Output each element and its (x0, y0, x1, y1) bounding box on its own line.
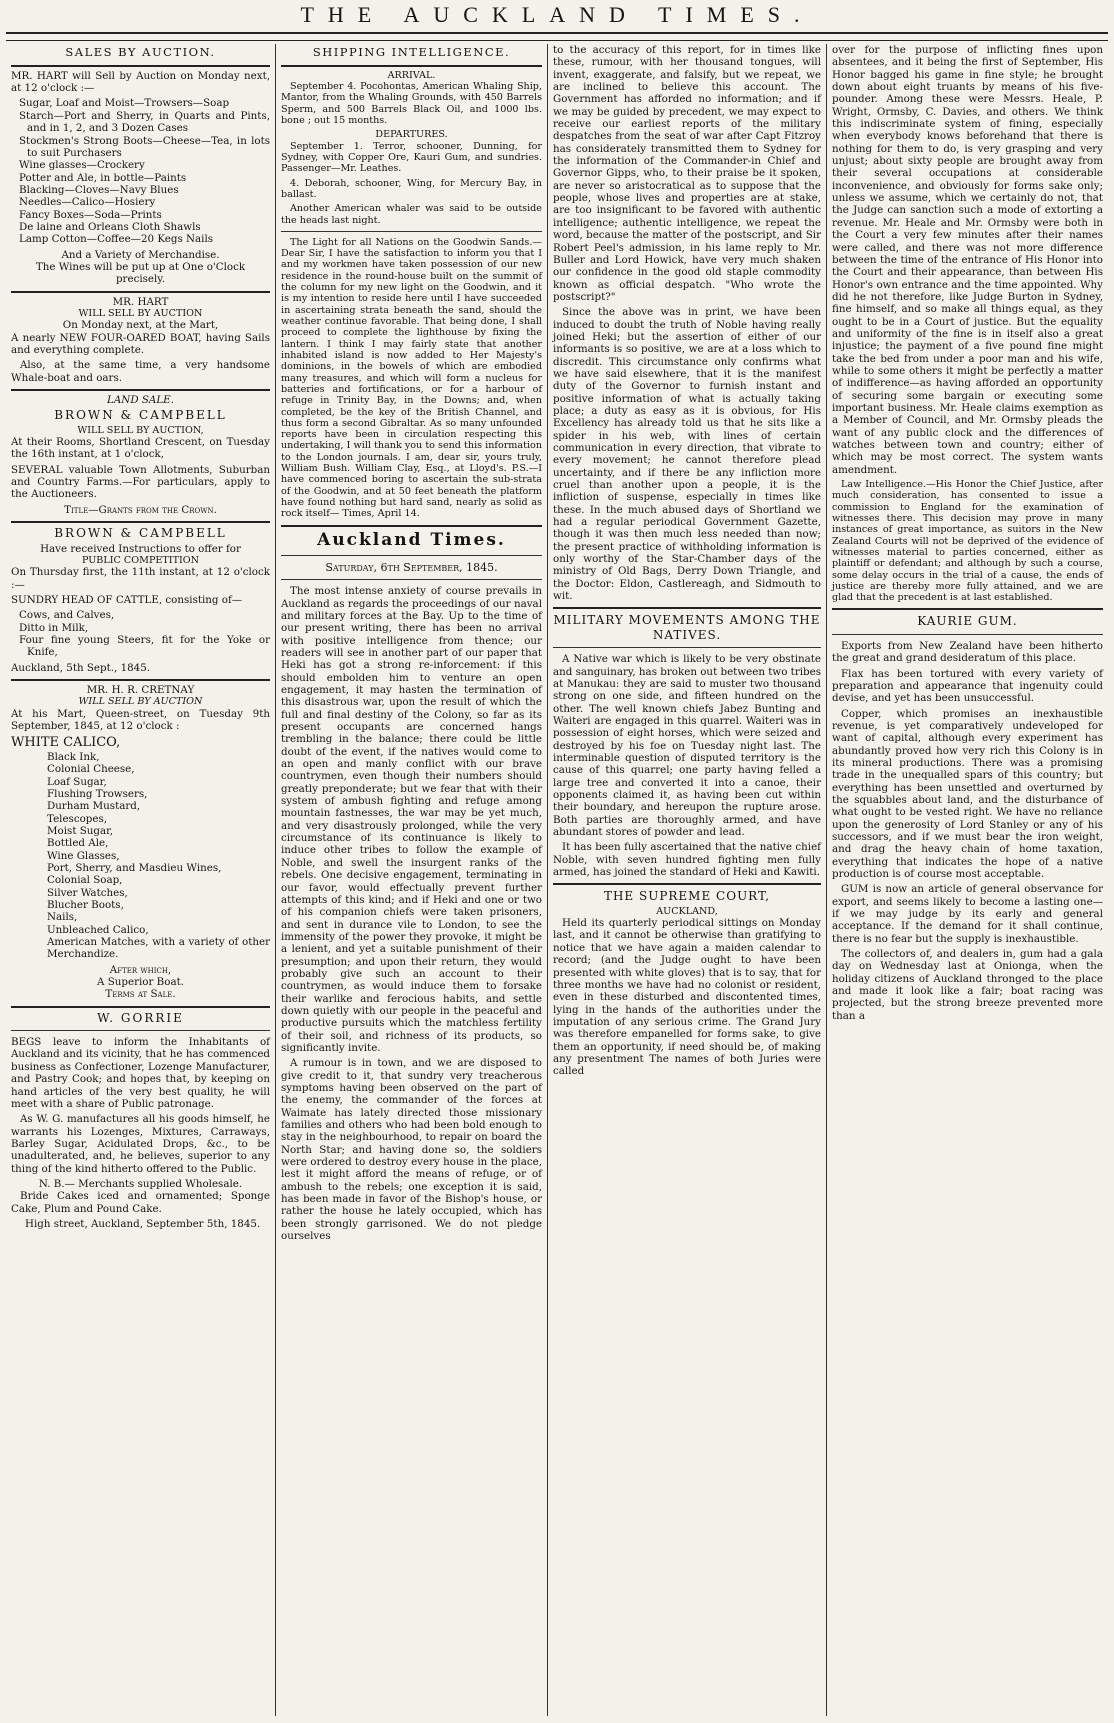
cattle-item-list (11, 609, 270, 658)
cretnay-after: After which, (109, 963, 172, 976)
advert-gorrie (11, 1011, 270, 1231)
editorial-dateline: Saturday, 6th September, 1845. (325, 561, 498, 575)
list-item: Sugar, Loaf and Moist—Trowsers—Soap (19, 97, 230, 110)
rumour-paragraph: A rumour is in town, and we are disposed to give credit to it, that sundry very treacherous symptoms having been observed on the part of the enemy, the commander of the forces at Waimate has lately directed those missionary families and others who had been bold enough to stay in the neighbourhood, to repair on board the North Star; and having done so, the soldiers were ordered to destroy every house in the place, lest it might afford the means of refuge, or of ambush to the rebels; one exception it is said, has been made in favor of the Bishop's house, or rather the house he lately occupied, which has been strongly garrisoned. We do not pledge ourselves (281, 1057, 542, 1243)
cattle-date: Auckland, 5th Sept., 1845. (11, 661, 151, 674)
divider (281, 65, 542, 67)
advert-cretnay (11, 684, 270, 1001)
divider (281, 579, 542, 580)
advert-hart-2 (11, 296, 270, 384)
column-3 (548, 44, 827, 1716)
list-item: Ditto in Milk, (19, 621, 89, 634)
land-where: At their Rooms, Shortland Crescent, on Tuesday the 16th instant, at 1 o'clock, (11, 436, 270, 461)
section-heading-shipping: SHIPPING INTELLIGENCE. (312, 45, 511, 59)
hart1-item-list (11, 97, 270, 245)
divider (553, 883, 821, 885)
list-item: Fancy Boxes—Soda—Prints (19, 208, 162, 221)
kaurie-paragraph: Copper, which promises an inexhaustible revenue, is yet comparatively undeveloped for want of capital, although every experiment has abundantly proved how very rich this Colony is in its mineral productions. There was a promising trade in the unequalled spars of this country; but everything has been unsettled and overturned by the squabbles about land, and the disturbance of what ought to be vested right. We have no reliance upon the generosity of Lord Stanley or any of his successors, and if we must bear the iron weight, and drag the heavy chain of home taxation, everything that indicates the hope of a native production is of course most acceptable. (832, 707, 1103, 881)
list-item: De laine and Orleans Cloth Shawls (19, 220, 201, 233)
hart2-name: MR. HART (112, 295, 169, 308)
cattle-line1: Have received Instructions to offer for (40, 542, 241, 555)
list-item: Telescopes, (47, 812, 108, 825)
hart1-lead: MR. HART will Sell by Auction on Monday next, at 12 o'clock :— (11, 69, 270, 95)
noble-paragraph: It has been fully ascertained that the native chief Noble, with seven hundred fighting men fully armed, has joined the standard of Heki and Kawiti. (553, 841, 821, 879)
gorrie-address: High street, Auckland, September 5th, 1845. (25, 1217, 261, 1230)
list-item: Wine glasses—Crockery (19, 159, 145, 172)
divider (832, 634, 1103, 635)
arrival-heading: ARRIVAL. (387, 69, 436, 81)
military-heading: MILITARY MOVEMENTS AMONG THE NATIVES. (553, 613, 821, 642)
list-item: Colonial Soap, (47, 874, 123, 887)
list-item: Port, Sherry, and Masdieu Wines, (47, 861, 222, 874)
newspaper-title: THE AUCKLAND TIMES. (300, 2, 814, 27)
list-item: American Matches, with a variety of other Merchandize. (47, 936, 270, 961)
list-item: Loaf Sugar, (47, 775, 107, 788)
law-intelligence: Law Intelligence.—His Honor the Chief Justice, after much consideration, has consented to issue a commission to England for the examination of witnesses there. This decision may prove in many instances of great importance, as suitors in the New Zealand Courts will not be deprived of the evidence of witnesses material to parties concerned, either as plaintiff or defendant; and although by such a course, some delay occurs in the trial of a cause, the ends of justice are thereby more fully attained, and we are glad that the precedent is at last established. (832, 479, 1103, 604)
cattle-when: On Thursday first, the 11th instant, at 12 o'clock :— (11, 566, 270, 591)
advert-hart-1 (11, 70, 270, 286)
gorrie-p2: As W. G. manufactures all his goods himself, he warrants his Lozenges, Mixtures, Carraways, Barley Sugar, Acidulated Drops, &c., to be unadulterated, and, he believes, superior to any thing of the kind hitherto offered to the Public. (11, 1113, 270, 1175)
court-paragraph: Held its quarterly periodical sittings on Monday last, and it cannot be otherwise than gratifying to notice that we have again a maiden calendar to record; (and the Judge ought to have been presented with white gloves) that is to say, that for three months we have had no colonist or resident, even in these disturbed and discontented times, lying in the hands of the authorities under the imputation of any serious crime. The Grand Jury was therefore empanelled for forms sake, to give them an opportunity, if need should be, of making any presentment The names of both Juries were called (553, 917, 821, 1078)
military-paragraph: A Native war which is likely to be very obstinate and sanguinary, has broken out between two tribes at Manukau: they are said to muster two thousand strong on one side, and fifteen hundred on the other. The well known chiefs Jabez Bunting and Waiteri are engaged in this quarrel. Waiteri was in possession of eight horses, which were seized and destroyed by his foe on Tuesday night last. The interminable question of disputed territory is the cause of this quarrel; one party having felled a large tree and converted it into a canoe, their opponents claimed it, as having been cut within their boundary, and hereupon the rupture arose. Both parties are thoroughly armed, and have abundant stores of powder and lead. (553, 653, 821, 839)
list-item: Cows, and Calves, (19, 609, 115, 622)
divider (11, 389, 270, 391)
list-item: Blucher Boots, (47, 898, 124, 911)
whaler-note: Another American whaler was said to be outside the heads last night. (281, 203, 542, 226)
list-item: Durham Mustard, (47, 800, 141, 813)
newspaper-page (6, 44, 1108, 1716)
column-2 (276, 44, 548, 1716)
editorial-nameplate: Auckland Times. (317, 529, 506, 550)
divider (11, 521, 270, 523)
divider (11, 679, 270, 681)
kaurie-heading: KAURIE GUM. (917, 614, 1018, 629)
section-heading-auction: SALES BY AUCTION. (65, 45, 216, 59)
gorrie-nb: N. B.— Merchants supplied Wholesale. (38, 1177, 243, 1190)
list-item: Colonial Cheese, (47, 763, 135, 776)
editorial-paragraph: The most intense anxiety of course prevails in Auckland as regards the proceedings of our naval and military forces at the Bay. Up to the time of our present writing, there has been no arrival with positive intelligence from thence; our readers will see in another part of our paper that Heki has got a strong re-inforcement: if this should embolden him to venture an open engagement, it may hasten the termination of this disastrous war, upon the result of which the full and final destiny of the Colony, so far as its present occupants are concerned hangs trembling in the balance; there could be little doubt of the event, if the natives would come to an open and manly conflict with our brave countrymen, even though their numbers should greatly preponderate; but we fear that with their system of ambush fighting and refuge among mountain fastnesses, the war may be yet much, and very disastrously prolonged, while the very circumstance of its continuance is likely to induce other tribes to follow the example of Noble, and swell the insurgent ranks of the rebels. One decisive engagement, terminating in our favor, would effectually prevent further attempts of this kind; and if Heki and one or two of his companion chiefs were taken prisoners, and sent in durance vile to London, to see the immensity of the power they provoke, it might be a lenient, and yet a suitable punishment of their presumption; and upon their return, they would probably give such an account to their countrymen, as would induce them to forsake their warlike and ferocious habits, and settle down quietly with our people in the peaceful and productive pursuits which the matchless fertility of their soil, and richness of its products, so significantly invite. (281, 585, 542, 1054)
list-item: Bottled Ale, (47, 837, 109, 850)
cretnay-terms: Terms at Sale. (105, 988, 176, 1001)
divider (281, 555, 542, 556)
cattle-line2: PUBLIC COMPETITION (81, 554, 200, 566)
hart2-line1: WILL SELL BY AUCTION (78, 307, 203, 319)
list-item: Silver Watches, (47, 886, 128, 899)
goodwin-article: The Light for all Nations on the Goodwin Sands.—Dear Sir, I have the satisfaction to inform you that I and my workmen have taken possession of our new residence in the round-house built on the summit of the column for my new light on the Goodwin, and it is my intention to reside here until I have succeeded in ascertaining strata beneath the sand, should the weather continue favorable. That being done, I shall proceed to complete the lighthouse by fixing the lantern. I think I may fairly state that another inhabited island is now added to Her Majesty's dominions, in the bowels of which are embodied many treasures, and which will form a nucleus for batteries and fortifications, or for a harbour of refuge in Trinity Bay, in the Downs; and, when completed, be the key of the British Channel, and thus form a second Gibraltar. As so many unfounded reports have been in circulation respecting this undertaking, I will thank you to send this information to the London journals. I am, dear sir, yours truly, William Bush. William Clay, Esq., at Lloyd's. P.S.—I have commenced boring to ascertain the sub-strata of the Goodwin, and at 50 feet beneath the platform have found nothing but hard sand, nearly as solid as rock itself— Times, April 14. (281, 236, 542, 520)
list-item: Moist Sugar, (47, 824, 114, 837)
departure-entry: 4. Deborah, schooner, Wing, for Mercury Bay, in ballast. (281, 177, 542, 200)
masthead-rule (6, 32, 1108, 41)
divider (11, 1006, 270, 1008)
divider (281, 525, 542, 527)
list-item: Flushing Trowsers, (47, 787, 148, 800)
list-item: Black Ink, (47, 750, 100, 763)
divider (832, 608, 1103, 610)
cretnay-lead: WHITE CALICO, (11, 735, 121, 751)
land-title: LAND SALE. (107, 394, 174, 407)
list-item: Starch—Port and Sherry, in Quarts and Pints, and in 1, 2, and 3 Dozen Cases (19, 109, 270, 135)
hart2-body: A nearly NEW FOUR-OARED BOAT, having Sails and everything complete. (11, 331, 270, 356)
list-item: Lamp Cotton—Coffee—20 Kegs Nails (19, 233, 214, 246)
cattle-lead: SUNDRY HEAD OF CATTLE, consisting of— (11, 593, 243, 606)
land-title2: Title—Grants from the Crown. (64, 503, 217, 516)
arrival-entry: September 4. Pocohontas, American Whaling Ship, Mantor, from the Whaling Grounds, with 450 Barrels Sperm, and 500 Barrels Black Oil, and 1000 lbs. bone ; out 15 months. (281, 81, 542, 127)
advert-land-sale (11, 394, 270, 516)
divider (281, 231, 542, 232)
land-body: SEVERAL valuable Town Allotments, Suburban and Country Farms.—For particulars, apply to the Auctioneers. (11, 463, 270, 501)
list-item: Stockmen's Strong Boots—Cheese—Tea, in lots to suit Purchasers (19, 134, 270, 159)
court-continuation: over for the purpose of inflicting fines upon absentees, and it being the first of September, His Honor bagged his game in fine style; he brought down about eight truants by means of his five-pounder. Among these were Messrs. Heale, P. Wright, Ormsby, C. Davies, and others. We think this indiscriminate system of fining, especially when everybody knows beforehand that there is nothing for them to do, is very grasping and very unjust; about sixty people are brought away from their several occupations at considerable inconvenience, and obviously for forms sake only; unless we assume, which we certainly do not, that the Judge can sanction such a mode of extorting a revenue. Mr. Heale and Mr. Ormsby were both in the Court a very few minutes after their names were called, and there was not more difference between the time of the entrance of His Honor into the Court and their appearance, than between His Honor's own entrance and the time appointed. Why did he not therefore, like Judge Burton in Sydney, fine himself, and so make all things equal, as they ought to be in a Court of justice. But the equality and uniformity of the fine is in itself also a great injustice; the payment of a five pound fine might take the bed from under a poor man and his wife, while to some others it might be perfectly a matter of indifference—as having afforded an opportunity of securing some bargain or executing some important business. Mr. Heale claims exemption as a Member of Council, and Mr. Ormsby pleads the want of any public clock and the differences of watches between town and country; either of which may be most correct. The system wants amendment. (832, 44, 1103, 476)
cretnay-where: At his Mart, Queen-street, on Tuesday 9th September, 1845, at 12 o'clock : (11, 707, 270, 732)
list-item: Wine Glasses, (47, 849, 120, 862)
editorial-continuation: to the accuracy of this report, for in times like these, rumour, with her thousand tongues, will invent, exaggerate, and falsify, but we repeat, we are inclined to believe this account. The Government has afforded no information; and if we may be guided by precedent, we may expect to receive our earliest reports of the military despatches from the seat of war after Capt Fitzroy has considerately transmitted them to Sydney for the information of the Commander-in Chief and Governor Gipps, who, to their praise be it spoken, are never so aristocratical as to suppose that the people, whose lives and properties are at stake, are too insignificant to be favored with authentic intelligence; authentic intelligence, we repeat the word, because the matter of the postscript, and Sir Robert Peel's admission, in his lame reply to Mr. Buller and Lord Howick, have very much shaken our confidence in the good old staple commodity known as official despatch. "Who wrote the postscript?" (553, 44, 821, 303)
cretnay-name: MR. H. R. CRETNAY (86, 683, 195, 696)
hart2-line2: On Monday next, at the Mart, (62, 319, 219, 332)
kaurie-paragraph: The collectors of, and dealers in, gum had a gala day on Wednesday last at Onionga, when the holiday citizens of Auckland thronged to the place and made it look like a fair; boat racing was projected, but the strong breeze prevented more than a (832, 948, 1103, 1022)
cattle-firm: BROWN & CAMPBELL (54, 526, 227, 541)
column-1 (6, 44, 276, 1716)
kaurie-paragraph: GUM is now an article of general observance for export, and seems likely to become a lasting one—if we may judge by its early and general acceptance. If the demand for it shall continue, there is no fear but the supply is inexhaustible. (832, 883, 1103, 945)
hart2-also: Also, at the same time, a very handsome Whale-boat and oars. (11, 359, 270, 384)
hart1-tail: And a Variety of Merchandise. (61, 248, 220, 261)
hart1-wines: The Wines will be put up at One o'Clock precisely. (35, 260, 246, 286)
list-item: Potter and Ale, in bottle—Paints (19, 171, 187, 184)
court-subheading: AUCKLAND, (656, 905, 718, 917)
list-item: Four fine young Steers, fit for the Yoke or Knife, (19, 633, 270, 659)
kaurie-paragraph: Exports from New Zealand have been hitherto the great and grand desideratum of this place. (832, 639, 1103, 665)
departure-entry: September 1. Terror, schooner, Dunning, for Sydney, with Copper Ore, Kauri Gum, and sundries. Passenger—Mr. Leathes. (281, 140, 542, 175)
land-firm: BROWN & CAMPBELL (54, 408, 227, 423)
divider (553, 607, 821, 609)
divider (553, 647, 821, 648)
list-item: Unbleached Calico, (47, 923, 149, 936)
gorrie-p1: BEGS leave to inform the Inhabitants of Auckland and its vicinity, that he has commenced business as Confectioner, Lozenge Manufacturer, and Pastry Cook; and hopes that, by keeping on hand articles of the very best quality, he will meet with a share of Public patronage. (11, 1036, 270, 1110)
divider (11, 291, 270, 293)
divider (11, 1030, 270, 1031)
cretnay-boat: A Superior Boat. (96, 976, 184, 989)
departures-heading: DEPARTURES. (375, 129, 448, 141)
cretnay-sell: WILL SELL BY AUCTION (78, 696, 203, 708)
column-4 (827, 44, 1108, 1716)
advert-cattle (11, 526, 270, 674)
editorial-paragraph: Since the above was in print, we have been induced to doubt the truth of Noble having really joined Heki; but the assertion of either of our informants is so positive, we are at a loss which to discredit. This circumstance only confirms what we have said elsewhere, that it is the manifest duty of the Governor to furnish instant and positive information of what is actually taking place; a duty as easy as it is obvious, for His Excellency has already told us that he sits like a spider in his web, with lines of certain communication in every direction, that vibrate to every movement; he cannot therefore plead uncertainty, and if there be any infliction more cruel than another upon a people, it is the infliction of suspense, especially in times like these. In the much abused days of Shortland we had a regular periodical Government Gazette, though it was then much less needed than now; the present practice of withholding information is only worthy of the Star-Chamber days of the ministry of Old Bags, Derry Down Triangle, and the Doctor: Eldon, Castlereagh, and Sidmouth to wit. (553, 306, 821, 603)
gorrie-p3: Bride Cakes iced and ornamented; Sponge Cake, Plum and Pound Cake. (11, 1190, 270, 1215)
kaurie-paragraph: Flax has been tortured with every variety of preparation and appearance that ingenuity could devise, and yet has been unsuccessful. (832, 667, 1103, 705)
list-item: Needles—Calico—Hosiery (19, 196, 156, 209)
cretnay-item-list (11, 751, 270, 961)
divider (11, 65, 270, 67)
court-heading: THE SUPREME COURT, (603, 889, 771, 904)
list-item: Nails, (47, 911, 78, 924)
gorrie-name: W. GORRIE (97, 1010, 184, 1025)
land-sell: WILL SELL BY AUCTION, (77, 424, 204, 436)
list-item: Blacking—Cloves—Navy Blues (19, 183, 179, 196)
shipping-intelligence (281, 70, 542, 520)
